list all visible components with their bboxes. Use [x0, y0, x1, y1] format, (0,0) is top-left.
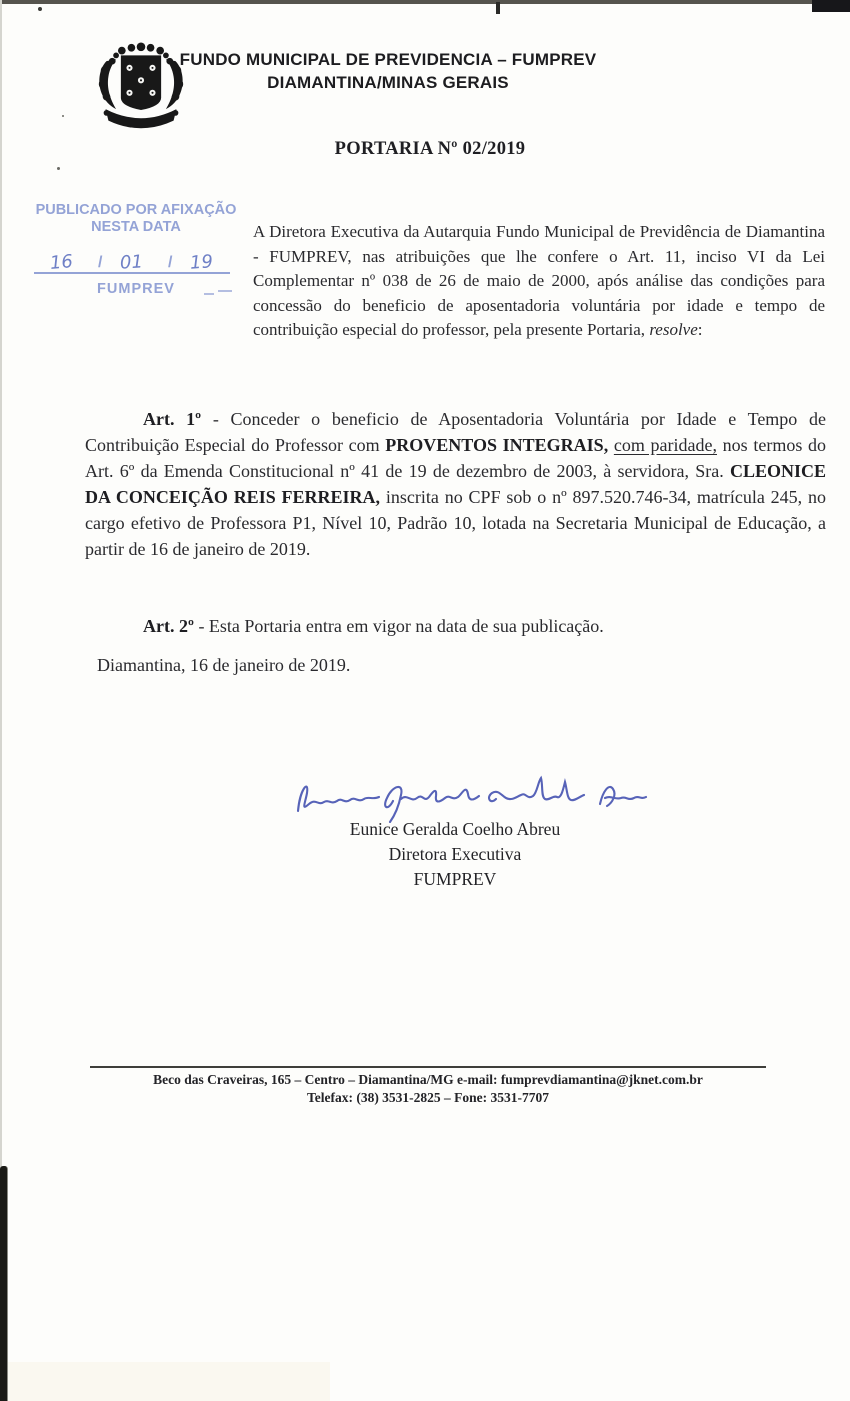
signatory-role: Diretora Executiva: [388, 844, 522, 864]
publication-stamp: [34, 202, 238, 298]
signature-handwriting: [288, 773, 653, 823]
preamble-resolve: resolve: [649, 320, 698, 339]
footer-phone-line: Telefax: (38) 3531-2825 – Fone: 3531-7707: [306, 1089, 550, 1105]
stamp-date-year: 19: [189, 251, 214, 274]
scan-top-right-mark: [812, 0, 850, 12]
article-1-text: nos termos do Art. 6º da Emenda Constitucional nº 41 de 19 de dezembro de 2003, à servidora, Sra.: [85, 435, 827, 481]
scan-speck: [57, 167, 60, 170]
org-name-line2: DIAMANTINA/MINAS GERAIS: [267, 73, 509, 92]
org-name-line1: FUNDO MUNICIPAL DE PREVIDENCIA – FUMPREV: [179, 50, 597, 69]
article-1-bold-name: CLEONICE DA CONCEIÇÃO REIS FERREIRA,: [85, 461, 826, 507]
org-name-block: [168, 48, 608, 94]
preamble-colon: :: [697, 320, 703, 339]
article-1-bold-proventos: PROVENTOS INTEGRAIS,: [385, 435, 614, 455]
stamp-dash-artifact: [204, 293, 214, 295]
signature-block: [320, 817, 590, 892]
scan-black-strip: [0, 1166, 8, 1401]
scan-top-band: [0, 0, 850, 4]
scan-speck: [62, 115, 64, 117]
article-1-text: - Conceder o beneficio de Aposentadoria Voluntária por Idade e Tempo de Contribuição Especial do Professor com: [85, 409, 826, 455]
scan-cream-patch: [8, 1362, 330, 1401]
article-1: [85, 406, 826, 562]
stamp-date-slash: /: [168, 254, 173, 271]
footer-rule: [90, 1066, 766, 1068]
stamp-date-line: [34, 241, 238, 281]
stamp-date-day: 16: [49, 251, 74, 274]
footer-address-line: Beco das Craveiras, 165 – Centro – Diamantina/MG e-mail: fumprevdiamantina@jknet.com.br: [153, 1072, 703, 1087]
article-1-text: inscrita no CPF sob o nº 897.520.746-34, matrícula 245, no cargo efetivo de Professora P1, Nível 10, Padrão 10, lotada na Secretaria Municipal de Educação, a partir de 16 de janeiro de 2019.: [85, 487, 826, 559]
stamp-line2: NESTA DATA: [91, 219, 181, 235]
stamp-org: FUMPREV: [34, 281, 238, 298]
stamp-line1: PUBLICADO POR AFIXAÇÃO: [35, 202, 237, 218]
preamble-text: A Diretora Executiva da Autarquia Fundo Municipal de Previdência de Diamantina - FUMPREV, nas atribuições que lhe confere o Art. 11, inciso VI da Lei Complementar nº 038 de 26 de maio de 2000, após análise das condições para concessão do beneficio de aposentadoria voluntária por idade e tempo de contribuição especial do professor, pela presente Portaria,: [253, 222, 825, 339]
footer: [90, 1066, 766, 1106]
article-2-label: Art. 2º: [143, 616, 194, 636]
scan-top-tick-mark: [496, 2, 500, 14]
scan-top-dot: [38, 7, 42, 11]
article-2-text: - Esta Portaria entra em vigor na data de sua publicação.: [193, 616, 604, 636]
article-1-label: Art. 1º: [143, 409, 202, 429]
stamp-date-month: 01: [119, 251, 144, 274]
article-2: [85, 613, 826, 639]
preamble-paragraph: [253, 220, 825, 343]
stamp-dash-artifact: [218, 290, 232, 292]
stamp-date-slash: /: [98, 254, 103, 271]
signatory-org: FUMPREV: [413, 869, 497, 889]
article-1-underlined: com paridade,: [613, 435, 717, 455]
document-title: PORTARIA Nº 02/2019: [334, 139, 526, 159]
date-line: Diamantina, 16 de janeiro de 2019.: [97, 655, 351, 675]
signatory-name: Eunice Geralda Coelho Abreu: [349, 819, 561, 839]
